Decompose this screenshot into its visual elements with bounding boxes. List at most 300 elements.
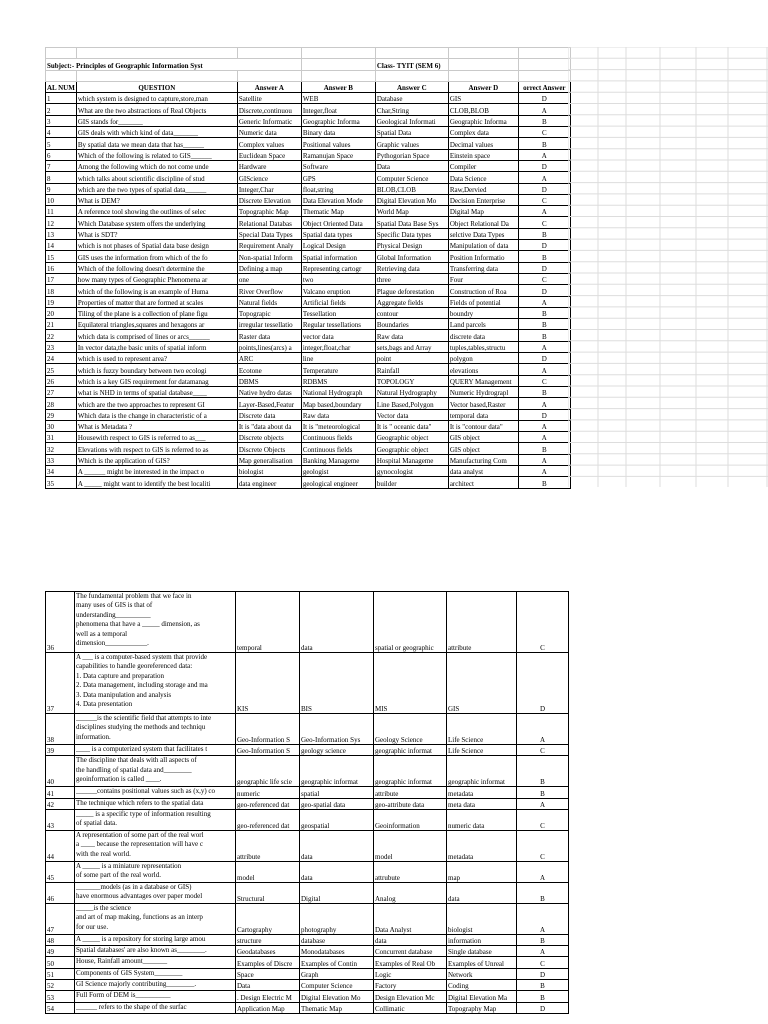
answer-d-cell[interactable]: boundry [448,307,518,318]
answer-b-cell[interactable]: Digital [300,882,374,903]
correct-answer-cell[interactable]: D [518,160,570,171]
answer-a-cell[interactable]: one [237,273,301,284]
answer-d-cell[interactable]: Numeric Hydrograpl [448,386,518,397]
answer-b-cell[interactable]: Computer Science [300,980,374,991]
answer-a-cell[interactable]: geographic life scie [236,756,300,787]
answer-b-cell[interactable]: Map based,boundary [301,398,375,409]
answer-a-cell[interactable]: Discrete Elevation [237,194,301,205]
answer-c-cell[interactable]: sets,bags and Array [375,341,448,352]
answer-b-cell[interactable]: photography [300,903,374,934]
answer-d-cell[interactable]: GIS object [448,432,518,443]
question-cell[interactable] [75,882,236,903]
answer-d-cell[interactable]: polygon [448,353,518,364]
answer-d-cell[interactable]: Network [447,968,517,979]
serial-cell[interactable]: 31 [46,432,77,443]
answer-a-cell[interactable]: irregular tessellatio [237,319,301,330]
blank-cell[interactable] [518,70,570,81]
answer-c-cell[interactable]: attribute [374,787,447,798]
serial-cell[interactable]: 36 [46,592,75,653]
correct-answer-cell[interactable]: C [518,273,570,284]
serial-cell[interactable]: 33 [46,454,77,465]
answer-a-cell[interactable]: Special Data Types [237,228,301,239]
answer-c-cell[interactable]: Raw data [375,330,448,341]
answer-c-cell[interactable]: geographic informat [374,756,447,787]
blank-cell[interactable] [301,48,375,59]
answer-a-cell[interactable]: Geodatabases [236,946,300,957]
question-cell[interactable] [75,653,236,714]
answer-c-cell[interactable]: Computer Science [375,172,448,183]
correct-answer-cell[interactable]: A [517,946,569,957]
answer-a-cell[interactable]: structure [236,934,300,945]
serial-cell[interactable]: 21 [46,319,77,330]
question-cell[interactable] [75,592,236,653]
answer-b-cell[interactable]: Monodatabases [300,946,374,957]
correct-answer-cell[interactable]: C [517,592,569,653]
answer-c-cell[interactable]: contour [375,307,448,318]
serial-cell[interactable]: 9 [46,183,77,194]
question-cell[interactable]: how many types of Geographic Phenomena ar [76,273,237,284]
answer-a-cell[interactable]: Cartography [236,903,300,934]
serial-cell[interactable]: 25 [46,364,77,375]
blank-cell[interactable] [448,59,518,70]
answer-b-cell[interactable]: GPS [301,172,375,183]
question-cell[interactable]: A ______ might be interested in the impact o [76,465,237,476]
answer-c-cell[interactable]: Logic [374,968,447,979]
correct-answer-cell[interactable]: D [518,93,570,104]
answer-c-cell[interactable]: point [375,353,448,364]
correct-answer-cell[interactable]: D [518,240,570,251]
question-cell[interactable] [75,861,236,882]
answer-c-cell[interactable]: World Map [375,206,448,217]
answer-c-cell[interactable]: Physical Design [375,240,448,251]
answer-a-cell[interactable]: model [236,861,300,882]
answer-a-cell[interactable]: Geo-Information S [236,714,300,745]
blank-cell[interactable] [448,48,518,59]
serial-cell[interactable]: 8 [46,172,77,183]
correct-answer-cell[interactable]: A [518,206,570,217]
answer-d-cell[interactable]: Manipulation of data [448,240,518,251]
question-cell[interactable]: Which data is the change in characteristic of a [76,409,237,420]
question-cell[interactable]: A reference tool showing the outlines of selec [76,206,237,217]
answer-b-cell[interactable]: geo-spatial data [300,798,374,809]
serial-cell[interactable]: 27 [46,386,77,397]
answer-a-cell[interactable]: biologist [237,465,301,476]
answer-d-cell[interactable]: geographic informat [447,756,517,787]
answer-d-cell[interactable]: Complex data [448,127,518,138]
answer-d-cell[interactable]: Manufacturing Com [448,454,518,465]
serial-cell[interactable]: 5 [46,138,77,149]
correct-answer-cell[interactable]: B [518,138,570,149]
correct-answer-cell[interactable]: A [518,420,570,431]
correct-answer-cell[interactable]: B [517,991,569,1002]
answer-c-cell[interactable]: Digital Elevation Mo [375,194,448,205]
header-answer-d[interactable]: Answer D [448,81,518,92]
answer-d-cell[interactable]: GIS object [448,443,518,454]
question-cell[interactable]: What is Metadata ? [76,420,237,431]
correct-answer-cell[interactable]: A [518,454,570,465]
correct-answer-cell[interactable]: B [518,251,570,262]
serial-cell[interactable]: 45 [46,861,75,882]
blank-cell[interactable] [237,70,301,81]
answer-c-cell[interactable]: data [374,934,447,945]
serial-cell[interactable]: 47 [46,903,75,934]
question-cell[interactable] [75,934,236,945]
answer-c-cell[interactable]: three [375,273,448,284]
answer-b-cell[interactable]: geologist [301,465,375,476]
serial-cell[interactable]: 10 [46,194,77,205]
answer-b-cell[interactable]: geospatial [300,809,374,830]
answer-a-cell[interactable]: . Design Electric M [236,991,300,1002]
correct-answer-cell[interactable]: D [518,353,570,364]
answer-a-cell[interactable]: Raster data [237,330,301,341]
answer-d-cell[interactable]: Fields of potential [448,296,518,307]
subject-cell[interactable]: Subject:- Principles of Geographic Information Syst [46,59,302,70]
correct-answer-cell[interactable]: C [517,745,569,756]
answer-b-cell[interactable]: spatial [300,787,374,798]
answer-c-cell[interactable]: Spatial Data [375,127,448,138]
answer-a-cell[interactable]: Topograpic [237,307,301,318]
answer-b-cell[interactable]: Geo-Information Sys [300,714,374,745]
answer-c-cell[interactable]: Geographic object [375,443,448,454]
answer-b-cell[interactable]: Binary data [301,127,375,138]
answer-d-cell[interactable]: architect [448,477,518,488]
answer-b-cell[interactable]: Continuous fields [301,432,375,443]
question-cell[interactable]: GIS stands for_______ [76,115,237,126]
answer-a-cell[interactable]: attribute [236,830,300,861]
answer-a-cell[interactable]: Topographic Map [237,206,301,217]
answer-a-cell[interactable]: River Overflow [237,285,301,296]
question-cell[interactable]: GIS deals with which kind of data_______ [76,127,237,138]
answer-c-cell[interactable]: Graphic values [375,138,448,149]
answer-d-cell[interactable]: Single database [447,946,517,957]
answer-d-cell[interactable]: Geographic Informa [448,115,518,126]
serial-cell[interactable]: 41 [46,787,75,798]
serial-cell[interactable]: 51 [46,968,75,979]
header-answer-a[interactable]: Answer A [237,81,301,92]
question-cell[interactable]: Properties of matter that are formed at scales [76,296,237,307]
answer-a-cell[interactable]: Discrete data [237,409,301,420]
answer-a-cell[interactable]: Numeric data [237,127,301,138]
answer-a-cell[interactable]: data engineer [237,477,301,488]
question-cell[interactable]: which is a key GIS requirement for datamanag [76,375,237,386]
header-answer-b[interactable]: Answer B [301,81,375,92]
header-serial[interactable]: AL NUM [46,81,77,92]
answer-b-cell[interactable]: Artificial fields [301,296,375,307]
answer-c-cell[interactable]: Line Based,Polygon [375,398,448,409]
question-cell[interactable]: What is DEM? [76,194,237,205]
correct-answer-cell[interactable]: B [518,330,570,341]
question-cell[interactable]: which is not phases of Spatial data base design [76,240,237,251]
answer-a-cell[interactable]: Space [236,968,300,979]
serial-cell[interactable]: 12 [46,217,77,228]
answer-c-cell[interactable]: Concurrent database [374,946,447,957]
answer-d-cell[interactable]: Position Informatio [448,251,518,262]
question-cell[interactable]: Which of the following is related to GIS______ [76,149,237,160]
answer-d-cell[interactable]: attribute [447,592,517,653]
question-cell[interactable]: A _____ might want to identify the best localiti [76,477,237,488]
answer-b-cell[interactable]: Valcano eruption [301,285,375,296]
answer-c-cell[interactable]: Examples of Real Ob [374,957,447,968]
serial-cell[interactable]: 52 [46,980,75,991]
answer-d-cell[interactable]: Vector based,Raster [448,398,518,409]
serial-cell[interactable]: 26 [46,375,77,386]
blank-cell[interactable] [46,70,77,81]
answer-b-cell[interactable]: float,string [301,183,375,194]
serial-cell[interactable]: 49 [46,946,75,957]
answer-a-cell[interactable]: KIS [236,653,300,714]
correct-answer-cell[interactable]: A [517,861,569,882]
blank-cell[interactable] [237,48,301,59]
answer-b-cell[interactable]: line [301,353,375,364]
answer-c-cell[interactable]: Hospital Manageme [375,454,448,465]
answer-a-cell[interactable]: ARC [237,353,301,364]
answer-b-cell[interactable]: Software [301,160,375,171]
answer-d-cell[interactable]: Examples of Unreal [447,957,517,968]
serial-cell[interactable]: 2 [46,104,77,115]
answer-a-cell[interactable]: numeric [236,787,300,798]
question-cell[interactable] [75,946,236,957]
correct-answer-cell[interactable]: A [518,341,570,352]
answer-a-cell[interactable]: Defining a map [237,262,301,273]
answer-d-cell[interactable]: information [447,934,517,945]
answer-c-cell[interactable]: Retrieving data [375,262,448,273]
question-cell[interactable]: which of the following is an example of Huma [76,285,237,296]
serial-cell[interactable]: 16 [46,262,77,273]
answer-d-cell[interactable]: Digital Elevation Ma [447,991,517,1002]
answer-a-cell[interactable]: Natural fields [237,296,301,307]
correct-answer-cell[interactable]: B [517,882,569,903]
blank-cell[interactable] [301,59,375,70]
answer-b-cell[interactable]: BIS [300,653,374,714]
serial-cell[interactable]: 17 [46,273,77,284]
answer-a-cell[interactable]: Application Map [236,1002,300,1013]
question-cell[interactable]: Which is the application of GIS? [76,454,237,465]
answer-c-cell[interactable]: builder [375,477,448,488]
correct-answer-cell[interactable]: C [517,957,569,968]
serial-cell[interactable]: 40 [46,756,75,787]
answer-c-cell[interactable]: Rainfall [375,364,448,375]
correct-answer-cell[interactable]: A [517,798,569,809]
correct-answer-cell[interactable]: D [517,968,569,979]
answer-c-cell[interactable]: gynocologist [375,465,448,476]
correct-answer-cell[interactable]: B [518,115,570,126]
answer-c-cell[interactable]: attrubute [374,861,447,882]
serial-cell[interactable]: 1 [46,93,77,104]
answer-d-cell[interactable]: Life Science [447,714,517,745]
answer-c-cell[interactable]: Data [375,160,448,171]
question-cell[interactable] [75,745,236,756]
answer-c-cell[interactable]: Boundaries [375,319,448,330]
correct-answer-cell[interactable]: A [517,714,569,745]
question-cell[interactable]: Elevations with respect to GIS is referred to as [76,443,237,454]
header-correct-answer[interactable]: orrect Answer [518,81,570,92]
serial-cell[interactable]: 54 [46,1002,75,1013]
question-cell[interactable] [75,714,236,745]
serial-cell[interactable]: 43 [46,809,75,830]
serial-cell[interactable]: 22 [46,330,77,341]
answer-a-cell[interactable]: GIScience [237,172,301,183]
answer-b-cell[interactable]: Examples of Contin [300,957,374,968]
answer-b-cell[interactable]: Graph [300,968,374,979]
blank-cell[interactable] [375,70,448,81]
question-cell[interactable]: what is NHD in terms of spatial database____ [76,386,237,397]
answer-b-cell[interactable]: Representing cartogr [301,262,375,273]
correct-answer-cell[interactable]: A [518,432,570,443]
answer-c-cell[interactable]: Pythogorian Space [375,149,448,160]
serial-cell[interactable]: 18 [46,285,77,296]
answer-c-cell[interactable]: Specific Data types [375,228,448,239]
answer-a-cell[interactable]: Integer,Char [237,183,301,194]
serial-cell[interactable]: 23 [46,341,77,352]
correct-answer-cell[interactable]: C [517,830,569,861]
answer-c-cell[interactable]: Geological Informati [375,115,448,126]
answer-d-cell[interactable]: Land parcels [448,319,518,330]
answer-d-cell[interactable]: Topography Map [447,1002,517,1013]
answer-d-cell[interactable]: tuples,tables,structu [448,341,518,352]
answer-d-cell[interactable]: temporal data [448,409,518,420]
answer-d-cell[interactable]: metadata [447,787,517,798]
question-cell[interactable] [75,756,236,787]
serial-cell[interactable]: 19 [46,296,77,307]
serial-cell[interactable]: 50 [46,957,75,968]
answer-a-cell[interactable]: Geo-Information S [236,745,300,756]
answer-d-cell[interactable]: meta data [447,798,517,809]
blank-cell[interactable] [375,48,448,59]
serial-cell[interactable]: 3 [46,115,77,126]
answer-d-cell[interactable]: Object Relational Da [448,217,518,228]
answer-c-cell[interactable]: Global Information [375,251,448,262]
correct-answer-cell[interactable]: A [518,364,570,375]
answer-d-cell[interactable]: map [447,861,517,882]
serial-cell[interactable]: 37 [46,653,75,714]
answer-c-cell[interactable]: Design Elevation Mc [374,991,447,1002]
answer-d-cell[interactable]: metadata [447,830,517,861]
answer-d-cell[interactable]: Transferring data [448,262,518,273]
blank-cell[interactable] [518,59,570,70]
answer-d-cell[interactable]: numeric data [447,809,517,830]
blank-cell[interactable] [76,70,237,81]
blank-cell[interactable] [518,48,570,59]
answer-d-cell[interactable]: discrete data [448,330,518,341]
correct-answer-cell[interactable]: A [518,296,570,307]
header-answer-c[interactable]: Answer C [375,81,448,92]
answer-b-cell[interactable]: Logical Design [301,240,375,251]
answer-d-cell[interactable]: biologist [447,903,517,934]
answer-a-cell[interactable]: Layer-Based,Featur [237,398,301,409]
answer-d-cell[interactable]: elevations [448,364,518,375]
answer-d-cell[interactable]: It is "contour data" [448,420,518,431]
correct-answer-cell[interactable]: B [518,477,570,488]
answer-a-cell[interactable]: Satellite [237,93,301,104]
answer-c-cell[interactable]: Aggregate fields [375,296,448,307]
serial-cell[interactable]: 28 [46,398,77,409]
correct-answer-cell[interactable]: A [518,104,570,115]
correct-answer-cell[interactable]: A [518,149,570,160]
answer-d-cell[interactable]: Four [448,273,518,284]
answer-b-cell[interactable]: It is "meteorological [301,420,375,431]
answer-a-cell[interactable]: geo-referenced dat [236,798,300,809]
answer-a-cell[interactable]: Relational Databas [237,217,301,228]
correct-answer-cell[interactable]: B [517,980,569,991]
serial-cell[interactable]: 44 [46,830,75,861]
correct-answer-cell[interactable]: B [518,228,570,239]
serial-cell[interactable]: 34 [46,465,77,476]
answer-a-cell[interactable]: points,lines(arcs) a [237,341,301,352]
answer-d-cell[interactable]: Coding [447,980,517,991]
answer-d-cell[interactable]: data [447,882,517,903]
correct-answer-cell[interactable]: D [517,1002,569,1013]
answer-d-cell[interactable]: GIS [448,93,518,104]
answer-b-cell[interactable]: RDBMS [301,375,375,386]
question-cell[interactable]: Among the following which do not come unde [76,160,237,171]
answer-a-cell[interactable]: DBMS [237,375,301,386]
question-cell[interactable] [75,968,236,979]
answer-d-cell[interactable]: Compiler [448,160,518,171]
answer-c-cell[interactable]: Geology Science [374,714,447,745]
question-cell[interactable]: which talks about scientific discipline of stud [76,172,237,183]
question-cell[interactable]: Housewith respect to GIS is referred to as___ [76,432,237,443]
answer-b-cell[interactable]: Ramanujan Space [301,149,375,160]
correct-answer-cell[interactable]: C [518,375,570,386]
answer-c-cell[interactable]: Database [375,93,448,104]
answer-c-cell[interactable]: Collimatic [374,1002,447,1013]
question-cell[interactable] [75,991,236,1002]
correct-answer-cell[interactable]: B [518,443,570,454]
question-cell[interactable] [75,980,236,991]
answer-a-cell[interactable]: Hardware [237,160,301,171]
serial-cell[interactable]: 20 [46,307,77,318]
serial-cell[interactable]: 32 [46,443,77,454]
answer-d-cell[interactable]: Raw,Dervied [448,183,518,194]
answer-a-cell[interactable]: Ecotone [237,364,301,375]
answer-b-cell[interactable]: geographic informat [300,756,374,787]
answer-c-cell[interactable]: Analog [374,882,447,903]
correct-answer-cell[interactable]: D [517,653,569,714]
question-cell[interactable]: which are the two approaches to represent GI [76,398,237,409]
answer-a-cell[interactable]: Examples of Discre [236,957,300,968]
answer-a-cell[interactable]: Complex values [237,138,301,149]
answer-d-cell[interactable]: selctive Data Types [448,228,518,239]
answer-a-cell[interactable]: Discrete objects [237,432,301,443]
serial-cell[interactable]: 4 [46,127,77,138]
answer-b-cell[interactable]: National Hydrograph [301,386,375,397]
answer-c-cell[interactable]: Char,String [375,104,448,115]
answer-a-cell[interactable]: Euclidean Space [237,149,301,160]
answer-c-cell[interactable]: model [374,830,447,861]
answer-d-cell[interactable]: Decimal values [448,138,518,149]
answer-b-cell[interactable]: WEB [301,93,375,104]
blank-cell[interactable] [301,70,375,81]
serial-cell[interactable]: 11 [46,206,77,217]
answer-c-cell[interactable]: Plague deforestation [375,285,448,296]
question-cell[interactable]: By spatial data we mean data that has______ [76,138,237,149]
answer-c-cell[interactable]: geographic informat [374,745,447,756]
answer-b-cell[interactable]: Continuous fields [301,443,375,454]
question-cell[interactable] [75,957,236,968]
answer-b-cell[interactable]: database [300,934,374,945]
answer-c-cell[interactable]: geo-attribute data [374,798,447,809]
answer-d-cell[interactable]: data analyst [448,465,518,476]
answer-d-cell[interactable]: Construction of Roa [448,285,518,296]
answer-a-cell[interactable]: Map generalisation [237,454,301,465]
header-question[interactable]: QUESTION [76,81,237,92]
answer-b-cell[interactable]: data [300,861,374,882]
answer-a-cell[interactable]: Native hydro datas [237,386,301,397]
answer-a-cell[interactable]: Data [236,980,300,991]
serial-cell[interactable]: 24 [46,353,77,364]
serial-cell[interactable]: 38 [46,714,75,745]
question-cell[interactable]: Which Database system offers the underlying [76,217,237,228]
